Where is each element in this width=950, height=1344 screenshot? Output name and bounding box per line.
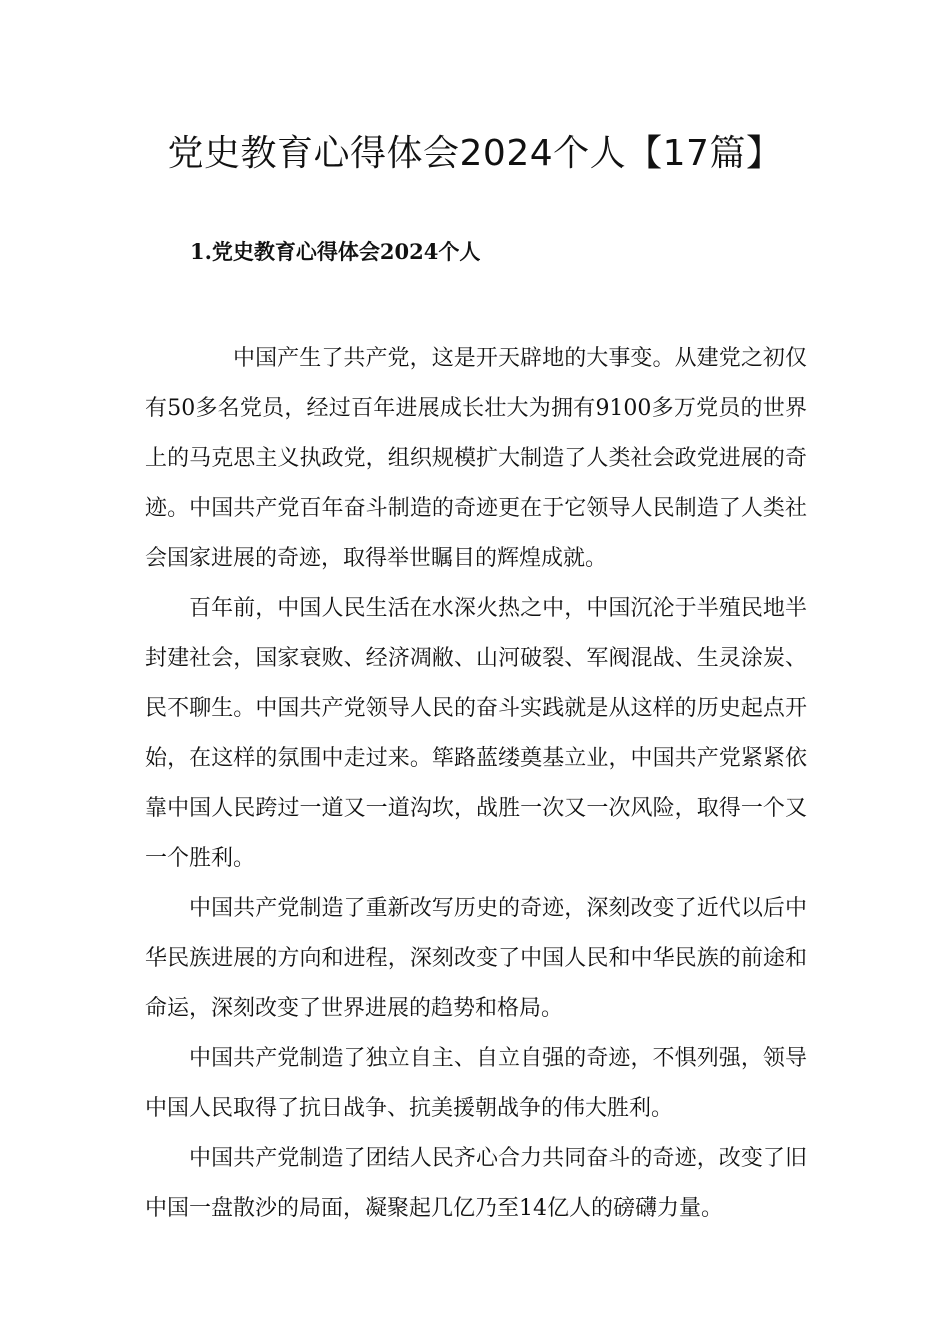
- paragraph-3: 中国共产党制造了重新改写历史的奇迹，深刻改变了近代以后中华民族进展的方向和进程，深刻改变了中国人民和中华民族的前途和命运，深刻改变了世界进展的趋势和格局。: [145, 896, 807, 1021]
- paragraph-4: 中国共产党制造了独立自主、自立自强的奇迹，不惧列强，领导中国人民取得了抗日战争、抗美援朝战争的伟大胜利。: [145, 1046, 807, 1121]
- document-title: 党史教育心得体会2024个人【17篇】: [167, 133, 783, 174]
- paragraph-2: 百年前，中国人民生活在水深火热之中，中国沉沦于半殖民地半封建社会，国家衰败、经济凋敝、山河破裂、军阀混战、生灵涂炭、民不聊生。中国共产党领导人民的奋斗实践就是从这样的历史起点开始，在这样的氛围中走过来。筚路蓝缕奠基立业，中国共产党紧紧依靠中国人民跨过一道又一道沟坎，战胜一次又一次风险，取得一个又一个胜利。: [145, 596, 807, 871]
- paragraph-5: 中国共产党制造了团结人民齐心合力共同奋斗的奇迹，改变了旧中国一盘散沙的局面，凝聚起几亿乃至14亿人的磅礴力量。: [145, 1146, 807, 1221]
- section-heading: 1.党史教育心得体会2024个人: [190, 239, 481, 264]
- body-text: [145, 334, 807, 1234]
- paragraph-1: 中国产生了共产党，这是开天辟地的大事变。从建党之初仅有50多名党员，经过百年进展成长壮大为拥有9100多万党员的世界上的马克思主义执政党，组织规模扩大制造了人类社会政党进展的奇迹。中国共产党百年奋斗制造的奇迹更在于它领导人民制造了人类社会国家进展的奇迹，取得举世瞩目的辉煌成就。: [145, 346, 807, 571]
